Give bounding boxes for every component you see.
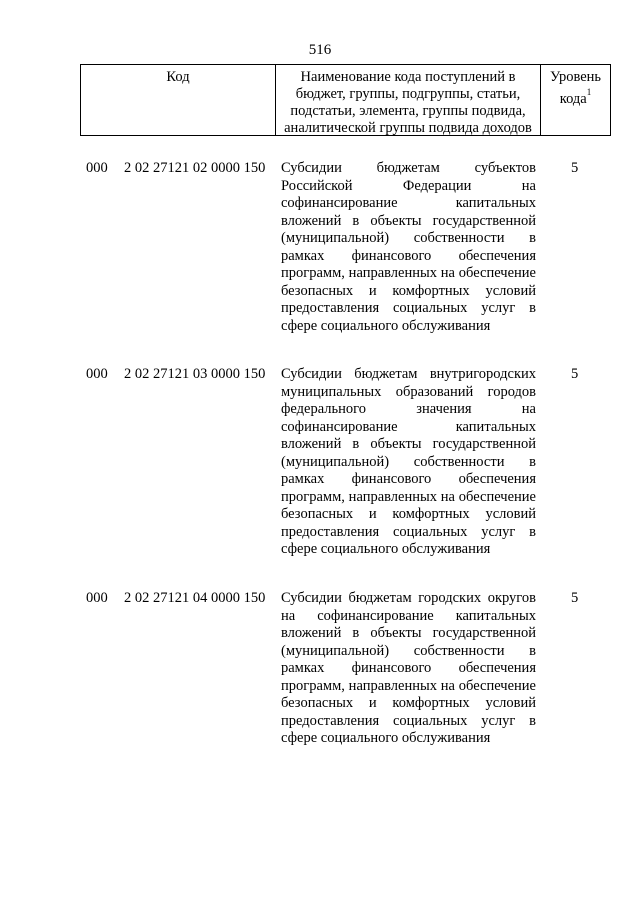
table-body <box>0 160 640 748</box>
table-header <box>80 64 611 136</box>
revenue-code: 2 02 27121 04 0000 150 <box>124 590 266 606</box>
header-level-footnote: 1 <box>586 87 592 97</box>
code-level: 5 <box>571 590 579 606</box>
admin-code: 000 <box>86 366 108 382</box>
revenue-name: Субсидии бюджетам внутригородских муниципальных образований городов федерального значения на софинансирование капитальных вложений в объекты государственной (муниципальной) собственности в рамках финансового обеспечения программ, направленных на обеспечение безопасных и комфортных условий предоставления социальных услуг в сфере социального обслуживания <box>281 366 536 557</box>
admin-code: 000 <box>86 590 108 606</box>
page-number: 516 <box>308 42 332 58</box>
header-name: Наименование кода поступлений в бюджет, группы, подгруппы, статьи, подстатьи, элемента, группы подвида, аналитической группы подвида доходов <box>276 65 541 135</box>
table-row <box>0 160 640 366</box>
header-code: Код <box>81 65 276 135</box>
revenue-code: 2 02 27121 02 0000 150 <box>124 160 266 176</box>
table-row <box>0 590 640 748</box>
header-level-label: Уровень кода <box>549 69 602 107</box>
table-row <box>0 366 640 590</box>
header-level <box>541 65 610 135</box>
revenue-name: Субсидии бюджетам городских округов на софинансирование капитальных вложений в объекты государственной (муниципальной) собственности в рамках финансового обеспечения программ, направленных на обеспечение безопасных и комфортных условий предоставления социальных услуг в сфере социального обслуживания <box>281 590 536 746</box>
code-level: 5 <box>571 366 579 382</box>
revenue-name: Субсидии бюджетам субъектов Российской Федерации на софинансирование капитальных вложений в объекты государственной (муниципальной) собственности в рамках финансового обеспечения программ, направленных на обеспечение безопасных и комфортных условий предоставления социальных услуг в сфере социального обслуживания <box>281 160 536 334</box>
admin-code: 000 <box>86 160 108 176</box>
revenue-code: 2 02 27121 03 0000 150 <box>124 366 266 382</box>
code-level: 5 <box>571 160 579 176</box>
